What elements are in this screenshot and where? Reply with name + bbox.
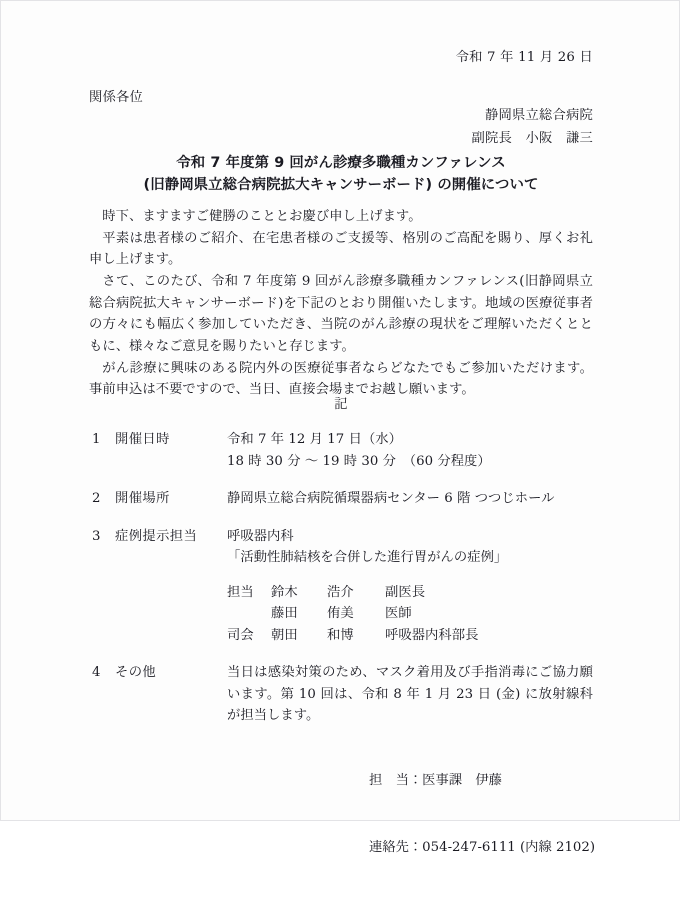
- staff-surname: 朝田: [271, 627, 298, 643]
- page-title-line1: 令和 7 年度第 9 回がん診療多職種カンファレンス: [176, 155, 506, 171]
- contact-block: [89, 727, 596, 901]
- item-label: 開催日時: [115, 432, 170, 447]
- item-label: 症例提示担当: [115, 528, 198, 544]
- staff-role: 担当: [227, 584, 254, 600]
- item-label: 開催場所: [115, 491, 170, 507]
- item-value-line: 令和 7 年 12 月 17 日（水）: [227, 432, 402, 447]
- item-value-line: 呼吸器内科: [227, 528, 294, 544]
- list-item: [89, 429, 593, 472]
- list-item: [89, 526, 593, 647]
- item-value-line: 当日は感染対策のため、マスク着用及び手指消毒にご協力願います。第 10 回は、令和 8 年 1 月 23 日 (金) に放射線科が担当します。: [227, 665, 593, 724]
- sender-organization: 静岡県立総合病院: [485, 108, 593, 123]
- staff-givenname: 侑美: [327, 606, 354, 622]
- page-title: [89, 153, 593, 197]
- item-case-title: 「活動性肺結核を合併した進行胃がんの症例」: [227, 550, 508, 566]
- item-value: [227, 526, 593, 647]
- item-number: 2: [92, 491, 101, 507]
- staff-surname: 藤田: [271, 606, 298, 622]
- contact-phone: 連絡先：054-247-6111 (内線 2102): [369, 839, 596, 855]
- sender-block: [89, 105, 597, 149]
- list-item: [89, 488, 593, 510]
- contact-inner: [369, 727, 596, 901]
- staff-surname: 鈴木: [271, 584, 298, 600]
- staff-role: 司会: [227, 627, 254, 643]
- contact-person: 担 当：医事課 伊藤: [369, 773, 502, 789]
- item-value: [227, 662, 593, 727]
- ki-marker: 記: [334, 397, 348, 412]
- body-paragraph-2: 平素は患者様のご紹介、在宅患者様のご支援等、格別のご高配を賜り、厚くお礼申し上げます。: [89, 230, 593, 268]
- item-label: その他: [115, 665, 157, 681]
- item-value-line: 静岡県立総合病院循環器病センター 6 階 つつじホール: [227, 491, 555, 507]
- staff-list: [227, 582, 593, 647]
- staff-position: 医師: [385, 606, 412, 622]
- body-paragraph-4: がん診療に興味のある院内外の医療従事者ならどなたでもご参加いただけます。事前申込は不要ですので、当日、直接会場までお越し願います。: [89, 360, 593, 398]
- item-number: 3: [92, 528, 101, 544]
- sender-person: 副院長 小阪 謙三: [471, 130, 593, 146]
- document-sheet: [89, 1, 596, 855]
- body-text: [89, 206, 593, 401]
- addressee: 関係各位: [89, 90, 143, 105]
- list-item: [89, 662, 593, 727]
- staff-role: [227, 603, 271, 625]
- staff-givenname: 和博: [327, 627, 354, 643]
- body-paragraph-1: 時下、ますますご健勝のこととお慶び申し上げます。: [102, 209, 422, 224]
- staff-row: [227, 625, 593, 647]
- staff-givenname: 浩介: [327, 584, 354, 600]
- item-value: [227, 488, 593, 510]
- body-paragraph-3: さて、このたび、令和 7 年度第 9 回がん診療多職種カンファレンス(旧静岡県立総合病院拡大キャンサーボード)を下記のとおり開催いたします。地域の医療従事者の方々にも幅広く参加していただき、当院のがん診療の現状をご理解いただくとともに、様々なご意見を賜りたいと存じます。: [89, 274, 593, 355]
- document-date: 令和 7 年 11 月 26 日: [455, 50, 593, 65]
- staff-row: [227, 603, 593, 625]
- page-title-line2: (旧静岡県立総合病院拡大キャンサーボード) の開催について: [143, 176, 539, 193]
- staff-position: 副医長: [385, 584, 426, 600]
- item-number: 1: [92, 432, 101, 447]
- staff-row: [227, 582, 593, 604]
- details-list: [89, 429, 593, 743]
- item-value: [227, 429, 593, 472]
- staff-position: 呼吸器内科部長: [385, 627, 479, 643]
- item-value-line: 18 時 30 分 ～ 19 時 30 分 （60 分程度）: [227, 453, 491, 469]
- item-number: 4: [92, 665, 101, 681]
